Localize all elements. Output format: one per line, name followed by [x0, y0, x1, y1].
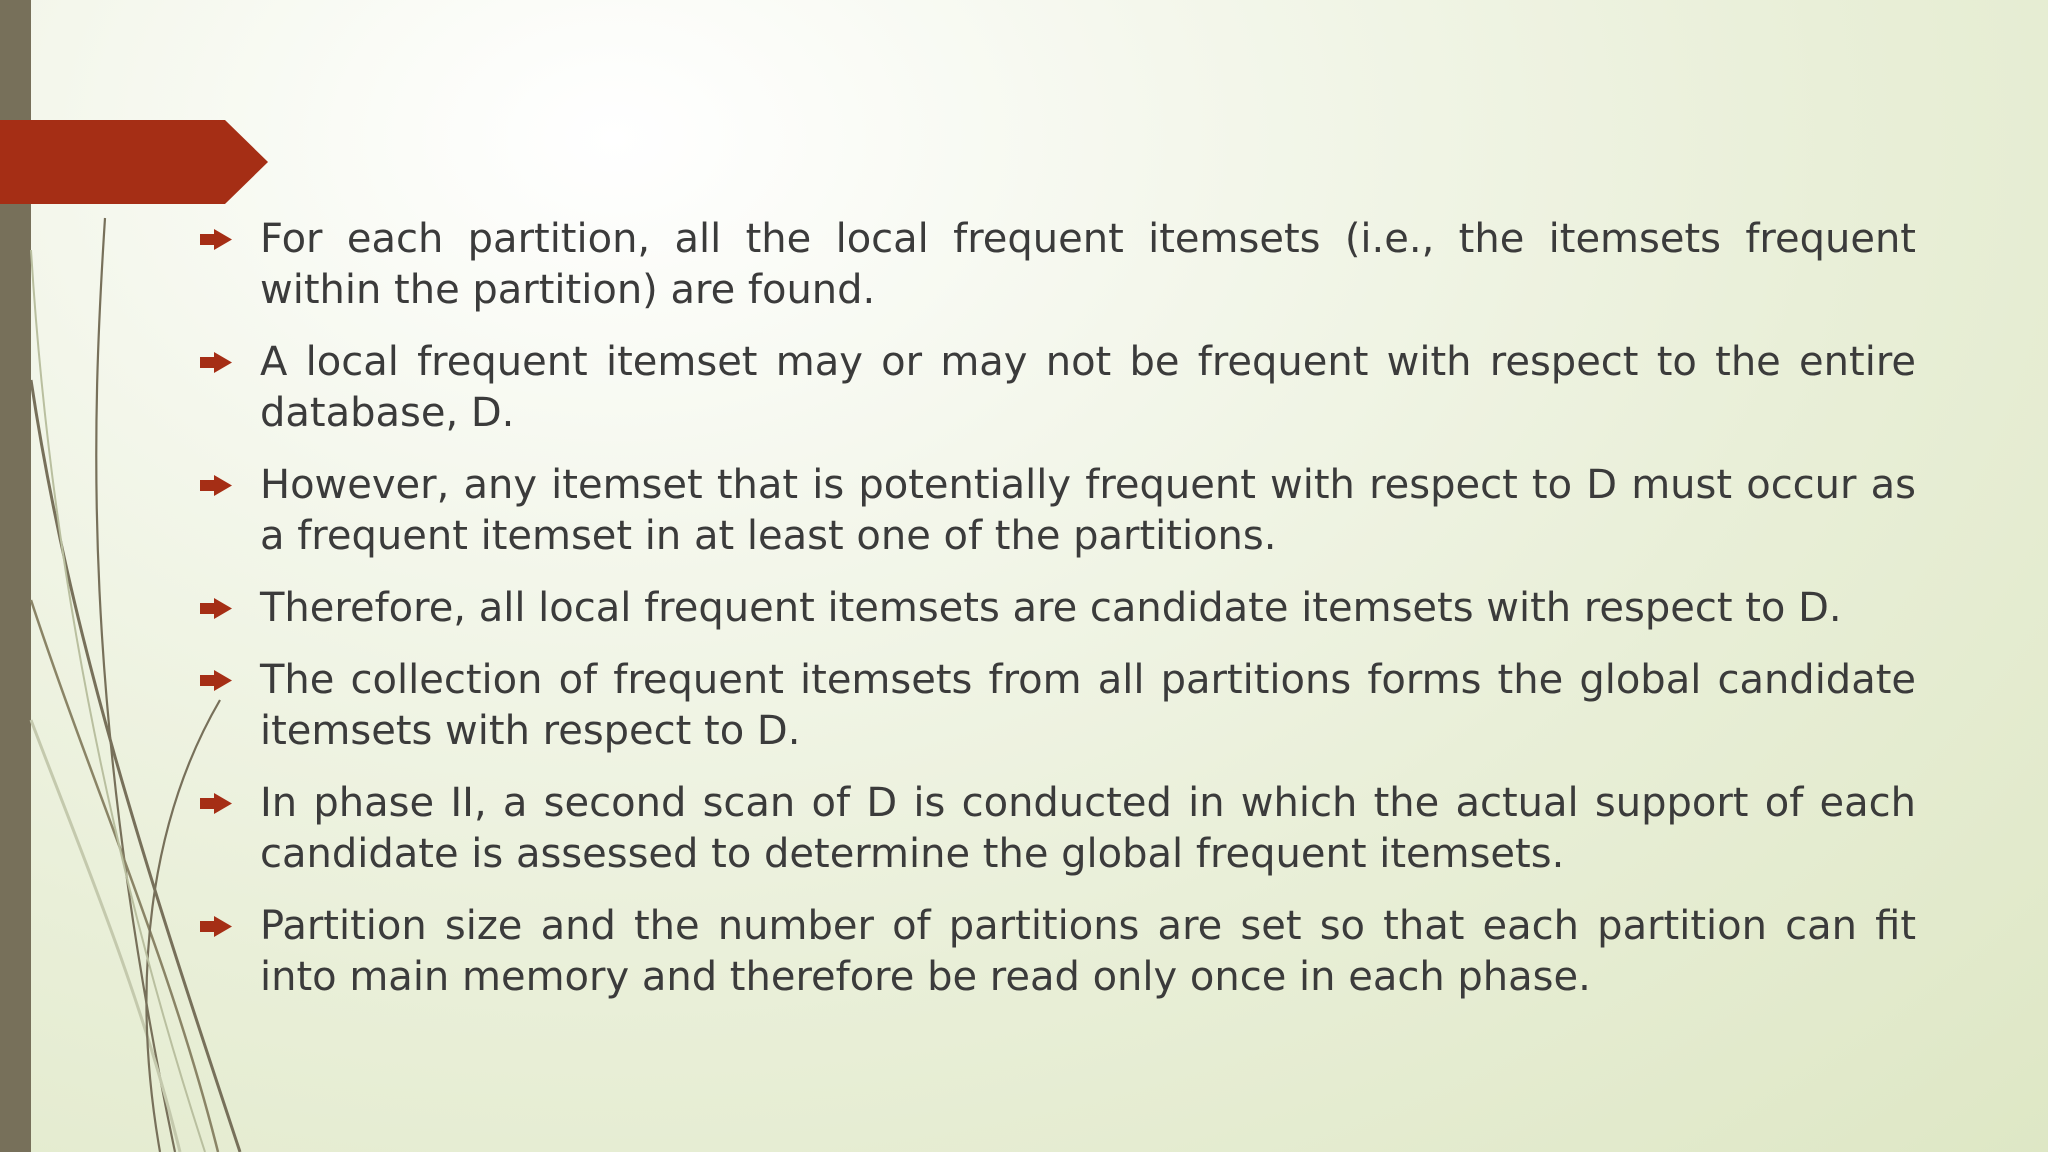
bullet-arrow-icon — [200, 598, 232, 619]
bullet-item — [200, 214, 1916, 316]
bullet-text: For each partition, all the local frequent itemsets (i.e., the itemsets frequent within the partition) are found. — [260, 216, 1916, 313]
bullet-text: The collection of frequent itemsets from all partitions forms the global candidate itemsets with respect to D. — [260, 657, 1916, 754]
bullet-text: In phase II, a second scan of D is conducted in which the actual support of each candidate is assessed to determine the global frequent itemsets. — [260, 780, 1916, 877]
bullet-arrow-icon — [200, 793, 232, 814]
bullet-text: However, any itemset that is potentially frequent with respect to D must occur as a frequent itemset in at least one of the partitions. — [260, 462, 1916, 559]
bullet-item — [200, 460, 1916, 562]
bullet-arrow-icon — [200, 670, 232, 691]
bullet-item — [200, 655, 1916, 757]
bullet-arrow-icon — [200, 475, 232, 496]
bullet-item — [200, 901, 1916, 1003]
bullet-item — [200, 337, 1916, 439]
bullet-text: A local frequent itemset may or may not be frequent with respect to the entire database, D. — [260, 339, 1916, 436]
bullet-list — [200, 214, 1916, 1024]
bullet-text: Partition size and the number of partitions are set so that each partition can fit into main memory and therefore be read only once in each phase. — [260, 903, 1916, 1000]
bullet-arrow-icon — [200, 916, 232, 937]
title-accent-tab — [0, 120, 268, 204]
bullet-text: Therefore, all local frequent itemsets are candidate itemsets with respect to D. — [260, 585, 1842, 631]
bullet-item — [200, 583, 1916, 634]
bullet-item — [200, 778, 1916, 880]
bullet-arrow-icon — [200, 229, 232, 250]
bullet-arrow-icon — [200, 352, 232, 373]
